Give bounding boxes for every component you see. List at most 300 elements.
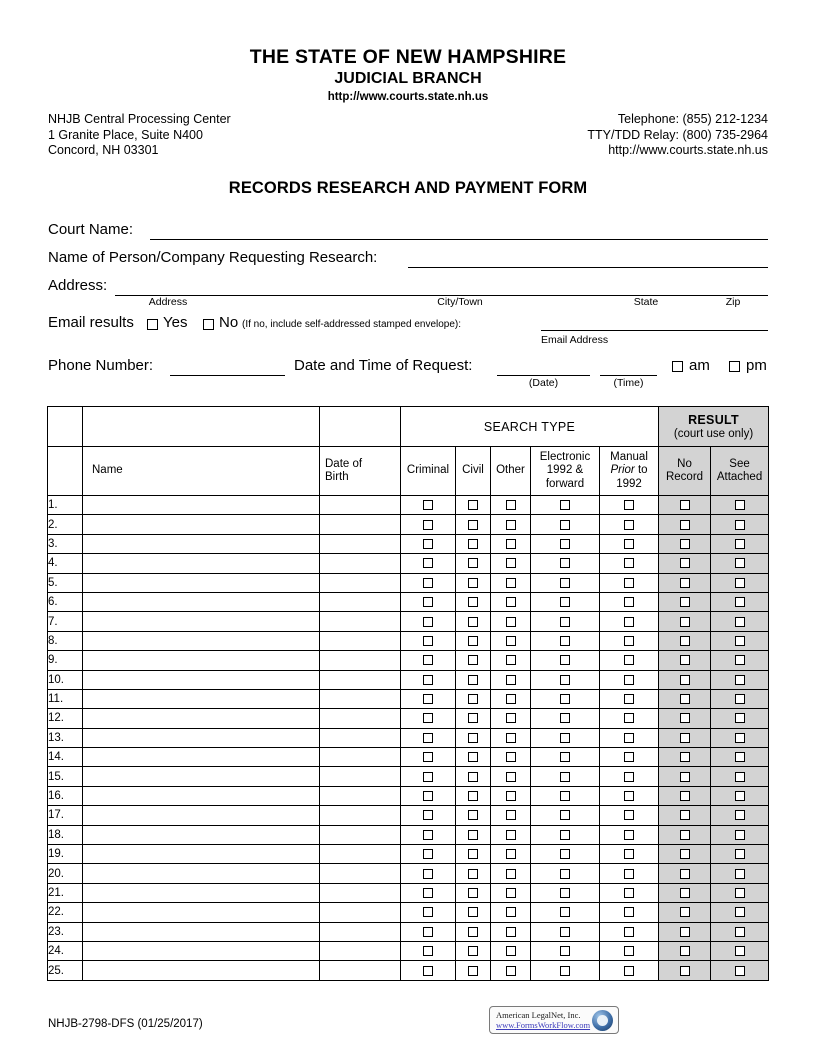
email-address-input[interactable] — [541, 330, 768, 331]
row-no-record-checkbox[interactable] — [680, 927, 690, 937]
row-criminal-cell[interactable] — [401, 592, 456, 611]
row-criminal-cell[interactable] — [401, 825, 456, 844]
row-electronic-checkbox[interactable] — [560, 733, 570, 743]
row-see-attached-cell[interactable] — [711, 515, 769, 534]
row-manual-checkbox[interactable] — [624, 675, 634, 685]
row-manual-checkbox[interactable] — [624, 810, 634, 820]
row-civil-cell[interactable] — [456, 651, 491, 670]
row-criminal-cell[interactable] — [401, 883, 456, 902]
row-other-cell[interactable] — [491, 903, 531, 922]
row-name-input[interactable] — [83, 767, 320, 786]
row-criminal-cell[interactable] — [401, 573, 456, 592]
am-checkbox[interactable] — [672, 361, 683, 372]
row-no-record-checkbox[interactable] — [680, 869, 690, 879]
row-name-input[interactable] — [83, 748, 320, 767]
row-other-checkbox[interactable] — [506, 791, 516, 801]
row-see-attached-checkbox[interactable] — [735, 966, 745, 976]
row-manual-checkbox[interactable] — [624, 966, 634, 976]
row-no-record-cell[interactable] — [659, 748, 711, 767]
row-manual-cell[interactable] — [600, 573, 659, 592]
row-no-record-cell[interactable] — [659, 961, 711, 980]
row-civil-checkbox[interactable] — [468, 539, 478, 549]
row-electronic-cell[interactable] — [531, 670, 600, 689]
row-see-attached-checkbox[interactable] — [735, 539, 745, 549]
row-name-input[interactable] — [83, 689, 320, 708]
row-other-checkbox[interactable] — [506, 966, 516, 976]
row-criminal-checkbox[interactable] — [423, 810, 433, 820]
pm-checkbox[interactable] — [729, 361, 740, 372]
row-other-checkbox[interactable] — [506, 946, 516, 956]
row-no-record-cell[interactable] — [659, 496, 711, 515]
row-civil-cell[interactable] — [456, 883, 491, 902]
requester-name-input[interactable] — [408, 267, 768, 268]
row-civil-checkbox[interactable] — [468, 888, 478, 898]
row-other-cell[interactable] — [491, 748, 531, 767]
row-name-input[interactable] — [83, 651, 320, 670]
row-electronic-checkbox[interactable] — [560, 655, 570, 665]
row-criminal-checkbox[interactable] — [423, 888, 433, 898]
row-other-cell[interactable] — [491, 941, 531, 960]
row-electronic-checkbox[interactable] — [560, 520, 570, 530]
row-no-record-cell[interactable] — [659, 689, 711, 708]
row-electronic-cell[interactable] — [531, 825, 600, 844]
row-civil-checkbox[interactable] — [468, 869, 478, 879]
row-civil-cell[interactable] — [456, 961, 491, 980]
row-civil-cell[interactable] — [456, 767, 491, 786]
row-manual-checkbox[interactable] — [624, 520, 634, 530]
date-input[interactable] — [497, 375, 590, 376]
row-see-attached-checkbox[interactable] — [735, 636, 745, 646]
row-civil-checkbox[interactable] — [468, 713, 478, 723]
row-no-record-checkbox[interactable] — [680, 966, 690, 976]
row-see-attached-cell[interactable] — [711, 670, 769, 689]
row-no-record-cell[interactable] — [659, 592, 711, 611]
row-manual-checkbox[interactable] — [624, 500, 634, 510]
row-other-cell[interactable] — [491, 573, 531, 592]
row-no-record-cell[interactable] — [659, 767, 711, 786]
row-see-attached-cell[interactable] — [711, 651, 769, 670]
row-no-record-cell[interactable] — [659, 573, 711, 592]
row-manual-checkbox[interactable] — [624, 946, 634, 956]
row-manual-checkbox[interactable] — [624, 791, 634, 801]
row-civil-checkbox[interactable] — [468, 500, 478, 510]
row-manual-cell[interactable] — [600, 592, 659, 611]
row-other-checkbox[interactable] — [506, 810, 516, 820]
row-electronic-cell[interactable] — [531, 728, 600, 747]
row-name-input[interactable] — [83, 592, 320, 611]
row-no-record-cell[interactable] — [659, 631, 711, 650]
row-manual-cell[interactable] — [600, 554, 659, 573]
row-see-attached-checkbox[interactable] — [735, 888, 745, 898]
row-other-checkbox[interactable] — [506, 558, 516, 568]
row-other-cell[interactable] — [491, 631, 531, 650]
row-see-attached-cell[interactable] — [711, 709, 769, 728]
row-see-attached-checkbox[interactable] — [735, 617, 745, 627]
row-manual-cell[interactable] — [600, 515, 659, 534]
row-name-input[interactable] — [83, 554, 320, 573]
row-see-attached-cell[interactable] — [711, 883, 769, 902]
row-other-checkbox[interactable] — [506, 636, 516, 646]
row-electronic-checkbox[interactable] — [560, 869, 570, 879]
row-see-attached-cell[interactable] — [711, 592, 769, 611]
row-manual-cell[interactable] — [600, 709, 659, 728]
row-manual-checkbox[interactable] — [624, 927, 634, 937]
row-civil-checkbox[interactable] — [468, 597, 478, 607]
row-electronic-cell[interactable] — [531, 573, 600, 592]
row-civil-cell[interactable] — [456, 825, 491, 844]
row-criminal-checkbox[interactable] — [423, 946, 433, 956]
row-name-input[interactable] — [83, 786, 320, 805]
row-civil-cell[interactable] — [456, 845, 491, 864]
row-manual-cell[interactable] — [600, 864, 659, 883]
row-electronic-cell[interactable] — [531, 554, 600, 573]
row-civil-checkbox[interactable] — [468, 558, 478, 568]
row-civil-checkbox[interactable] — [468, 849, 478, 859]
row-manual-checkbox[interactable] — [624, 907, 634, 917]
row-civil-checkbox[interactable] — [468, 675, 478, 685]
row-no-record-cell[interactable] — [659, 903, 711, 922]
row-see-attached-checkbox[interactable] — [735, 694, 745, 704]
row-other-cell[interactable] — [491, 709, 531, 728]
row-dob-input[interactable] — [320, 631, 401, 650]
row-see-attached-checkbox[interactable] — [735, 500, 745, 510]
row-electronic-checkbox[interactable] — [560, 752, 570, 762]
row-civil-checkbox[interactable] — [468, 791, 478, 801]
row-no-record-cell[interactable] — [659, 825, 711, 844]
row-see-attached-checkbox[interactable] — [735, 578, 745, 588]
row-no-record-cell[interactable] — [659, 941, 711, 960]
row-criminal-checkbox[interactable] — [423, 869, 433, 879]
row-see-attached-cell[interactable] — [711, 786, 769, 805]
row-electronic-checkbox[interactable] — [560, 500, 570, 510]
row-criminal-checkbox[interactable] — [423, 713, 433, 723]
row-manual-checkbox[interactable] — [624, 888, 634, 898]
row-other-checkbox[interactable] — [506, 849, 516, 859]
row-criminal-checkbox[interactable] — [423, 694, 433, 704]
row-name-input[interactable] — [83, 806, 320, 825]
row-criminal-checkbox[interactable] — [423, 830, 433, 840]
row-other-cell[interactable] — [491, 845, 531, 864]
row-electronic-cell[interactable] — [531, 864, 600, 883]
row-dob-input[interactable] — [320, 573, 401, 592]
row-no-record-cell[interactable] — [659, 534, 711, 553]
row-civil-cell[interactable] — [456, 748, 491, 767]
row-manual-cell[interactable] — [600, 845, 659, 864]
row-no-record-checkbox[interactable] — [680, 558, 690, 568]
row-electronic-checkbox[interactable] — [560, 539, 570, 549]
row-criminal-checkbox[interactable] — [423, 520, 433, 530]
row-dob-input[interactable] — [320, 845, 401, 864]
row-civil-cell[interactable] — [456, 631, 491, 650]
row-electronic-cell[interactable] — [531, 651, 600, 670]
row-manual-checkbox[interactable] — [624, 578, 634, 588]
row-other-cell[interactable] — [491, 651, 531, 670]
row-criminal-cell[interactable] — [401, 554, 456, 573]
row-civil-checkbox[interactable] — [468, 578, 478, 588]
row-no-record-cell[interactable] — [659, 515, 711, 534]
row-criminal-checkbox[interactable] — [423, 927, 433, 937]
row-dob-input[interactable] — [320, 651, 401, 670]
row-see-attached-cell[interactable] — [711, 941, 769, 960]
row-no-record-checkbox[interactable] — [680, 617, 690, 627]
row-dob-input[interactable] — [320, 786, 401, 805]
row-other-cell[interactable] — [491, 592, 531, 611]
row-criminal-cell[interactable] — [401, 631, 456, 650]
row-manual-checkbox[interactable] — [624, 752, 634, 762]
row-dob-input[interactable] — [320, 592, 401, 611]
row-civil-checkbox[interactable] — [468, 733, 478, 743]
row-manual-cell[interactable] — [600, 689, 659, 708]
row-other-checkbox[interactable] — [506, 869, 516, 879]
row-criminal-cell[interactable] — [401, 961, 456, 980]
row-manual-cell[interactable] — [600, 496, 659, 515]
row-other-cell[interactable] — [491, 825, 531, 844]
row-electronic-cell[interactable] — [531, 748, 600, 767]
row-manual-cell[interactable] — [600, 612, 659, 631]
row-other-cell[interactable] — [491, 670, 531, 689]
row-see-attached-cell[interactable] — [711, 806, 769, 825]
row-no-record-checkbox[interactable] — [680, 946, 690, 956]
row-manual-checkbox[interactable] — [624, 655, 634, 665]
row-see-attached-cell[interactable] — [711, 554, 769, 573]
row-manual-cell[interactable] — [600, 767, 659, 786]
row-manual-cell[interactable] — [600, 883, 659, 902]
row-criminal-checkbox[interactable] — [423, 500, 433, 510]
row-criminal-checkbox[interactable] — [423, 791, 433, 801]
row-dob-input[interactable] — [320, 903, 401, 922]
row-criminal-cell[interactable] — [401, 689, 456, 708]
row-other-checkbox[interactable] — [506, 830, 516, 840]
row-electronic-checkbox[interactable] — [560, 830, 570, 840]
row-no-record-checkbox[interactable] — [680, 791, 690, 801]
row-civil-cell[interactable] — [456, 941, 491, 960]
row-civil-checkbox[interactable] — [468, 946, 478, 956]
row-dob-input[interactable] — [320, 883, 401, 902]
row-other-checkbox[interactable] — [506, 927, 516, 937]
row-name-input[interactable] — [83, 961, 320, 980]
row-electronic-cell[interactable] — [531, 592, 600, 611]
row-manual-cell[interactable] — [600, 922, 659, 941]
row-civil-cell[interactable] — [456, 689, 491, 708]
row-name-input[interactable] — [83, 883, 320, 902]
row-see-attached-cell[interactable] — [711, 496, 769, 515]
row-civil-cell[interactable] — [456, 612, 491, 631]
row-criminal-cell[interactable] — [401, 534, 456, 553]
row-name-input[interactable] — [83, 534, 320, 553]
row-other-checkbox[interactable] — [506, 907, 516, 917]
row-manual-cell[interactable] — [600, 903, 659, 922]
row-name-input[interactable] — [83, 612, 320, 631]
row-criminal-cell[interactable] — [401, 670, 456, 689]
row-other-cell[interactable] — [491, 883, 531, 902]
row-other-cell[interactable] — [491, 534, 531, 553]
row-dob-input[interactable] — [320, 670, 401, 689]
row-dob-input[interactable] — [320, 748, 401, 767]
phone-number-input[interactable] — [170, 375, 285, 376]
row-no-record-cell[interactable] — [659, 922, 711, 941]
row-manual-checkbox[interactable] — [624, 869, 634, 879]
row-no-record-cell[interactable] — [659, 786, 711, 805]
row-name-input[interactable] — [83, 825, 320, 844]
row-civil-cell[interactable] — [456, 728, 491, 747]
row-no-record-checkbox[interactable] — [680, 539, 690, 549]
row-other-cell[interactable] — [491, 922, 531, 941]
row-manual-cell[interactable] — [600, 786, 659, 805]
row-no-record-checkbox[interactable] — [680, 907, 690, 917]
row-see-attached-cell[interactable] — [711, 961, 769, 980]
row-manual-cell[interactable] — [600, 748, 659, 767]
row-see-attached-cell[interactable] — [711, 864, 769, 883]
row-no-record-checkbox[interactable] — [680, 597, 690, 607]
row-criminal-checkbox[interactable] — [423, 733, 433, 743]
row-see-attached-checkbox[interactable] — [735, 849, 745, 859]
row-criminal-cell[interactable] — [401, 845, 456, 864]
row-see-attached-checkbox[interactable] — [735, 791, 745, 801]
row-other-cell[interactable] — [491, 806, 531, 825]
row-see-attached-cell[interactable] — [711, 689, 769, 708]
row-electronic-checkbox[interactable] — [560, 888, 570, 898]
row-electronic-checkbox[interactable] — [560, 791, 570, 801]
row-electronic-checkbox[interactable] — [560, 578, 570, 588]
row-manual-cell[interactable] — [600, 941, 659, 960]
row-civil-cell[interactable] — [456, 922, 491, 941]
row-name-input[interactable] — [83, 941, 320, 960]
row-civil-cell[interactable] — [456, 903, 491, 922]
row-no-record-checkbox[interactable] — [680, 888, 690, 898]
row-manual-checkbox[interactable] — [624, 733, 634, 743]
row-no-record-cell[interactable] — [659, 864, 711, 883]
row-criminal-checkbox[interactable] — [423, 752, 433, 762]
row-no-record-checkbox[interactable] — [680, 849, 690, 859]
row-criminal-cell[interactable] — [401, 786, 456, 805]
row-criminal-checkbox[interactable] — [423, 907, 433, 917]
row-dob-input[interactable] — [320, 961, 401, 980]
row-no-record-cell[interactable] — [659, 612, 711, 631]
row-dob-input[interactable] — [320, 728, 401, 747]
row-no-record-cell[interactable] — [659, 670, 711, 689]
row-see-attached-cell[interactable] — [711, 748, 769, 767]
row-other-cell[interactable] — [491, 689, 531, 708]
row-civil-cell[interactable] — [456, 573, 491, 592]
row-see-attached-checkbox[interactable] — [735, 733, 745, 743]
row-criminal-checkbox[interactable] — [423, 655, 433, 665]
row-no-record-checkbox[interactable] — [680, 520, 690, 530]
row-no-record-checkbox[interactable] — [680, 655, 690, 665]
row-electronic-cell[interactable] — [531, 806, 600, 825]
row-see-attached-cell[interactable] — [711, 903, 769, 922]
row-criminal-checkbox[interactable] — [423, 558, 433, 568]
row-no-record-checkbox[interactable] — [680, 636, 690, 646]
row-see-attached-checkbox[interactable] — [735, 869, 745, 879]
row-civil-cell[interactable] — [456, 709, 491, 728]
row-electronic-cell[interactable] — [531, 903, 600, 922]
row-criminal-checkbox[interactable] — [423, 675, 433, 685]
row-no-record-checkbox[interactable] — [680, 733, 690, 743]
row-manual-cell[interactable] — [600, 670, 659, 689]
row-electronic-checkbox[interactable] — [560, 597, 570, 607]
row-dob-input[interactable] — [320, 689, 401, 708]
row-see-attached-checkbox[interactable] — [735, 927, 745, 937]
row-manual-checkbox[interactable] — [624, 694, 634, 704]
row-see-attached-cell[interactable] — [711, 534, 769, 553]
row-civil-checkbox[interactable] — [468, 636, 478, 646]
row-civil-cell[interactable] — [456, 496, 491, 515]
row-dob-input[interactable] — [320, 864, 401, 883]
row-criminal-checkbox[interactable] — [423, 636, 433, 646]
time-input[interactable] — [600, 375, 657, 376]
row-civil-checkbox[interactable] — [468, 655, 478, 665]
row-name-input[interactable] — [83, 845, 320, 864]
row-criminal-checkbox[interactable] — [423, 539, 433, 549]
row-civil-cell[interactable] — [456, 592, 491, 611]
row-electronic-checkbox[interactable] — [560, 636, 570, 646]
row-civil-checkbox[interactable] — [468, 520, 478, 530]
row-see-attached-checkbox[interactable] — [735, 655, 745, 665]
row-criminal-checkbox[interactable] — [423, 772, 433, 782]
row-name-input[interactable] — [83, 864, 320, 883]
row-criminal-cell[interactable] — [401, 864, 456, 883]
row-manual-checkbox[interactable] — [624, 772, 634, 782]
row-dob-input[interactable] — [320, 941, 401, 960]
row-electronic-cell[interactable] — [531, 786, 600, 805]
row-see-attached-cell[interactable] — [711, 922, 769, 941]
row-manual-cell[interactable] — [600, 806, 659, 825]
row-no-record-checkbox[interactable] — [680, 675, 690, 685]
row-see-attached-checkbox[interactable] — [735, 752, 745, 762]
row-criminal-cell[interactable] — [401, 748, 456, 767]
row-civil-cell[interactable] — [456, 864, 491, 883]
row-manual-checkbox[interactable] — [624, 558, 634, 568]
row-manual-checkbox[interactable] — [624, 713, 634, 723]
row-dob-input[interactable] — [320, 534, 401, 553]
row-no-record-checkbox[interactable] — [680, 810, 690, 820]
row-electronic-checkbox[interactable] — [560, 946, 570, 956]
row-see-attached-checkbox[interactable] — [735, 946, 745, 956]
row-civil-checkbox[interactable] — [468, 752, 478, 762]
row-electronic-cell[interactable] — [531, 689, 600, 708]
row-see-attached-checkbox[interactable] — [735, 810, 745, 820]
row-electronic-cell[interactable] — [531, 961, 600, 980]
row-see-attached-cell[interactable] — [711, 728, 769, 747]
row-dob-input[interactable] — [320, 709, 401, 728]
row-electronic-cell[interactable] — [531, 612, 600, 631]
row-see-attached-checkbox[interactable] — [735, 713, 745, 723]
row-other-checkbox[interactable] — [506, 597, 516, 607]
row-dob-input[interactable] — [320, 825, 401, 844]
email-results-yes-checkbox[interactable] — [147, 319, 158, 330]
row-no-record-checkbox[interactable] — [680, 830, 690, 840]
row-other-checkbox[interactable] — [506, 733, 516, 743]
row-other-checkbox[interactable] — [506, 539, 516, 549]
row-electronic-cell[interactable] — [531, 709, 600, 728]
row-other-checkbox[interactable] — [506, 520, 516, 530]
row-no-record-cell[interactable] — [659, 728, 711, 747]
row-electronic-cell[interactable] — [531, 883, 600, 902]
row-manual-cell[interactable] — [600, 825, 659, 844]
row-other-checkbox[interactable] — [506, 617, 516, 627]
row-criminal-checkbox[interactable] — [423, 849, 433, 859]
row-no-record-cell[interactable] — [659, 845, 711, 864]
row-electronic-cell[interactable] — [531, 631, 600, 650]
row-civil-cell[interactable] — [456, 534, 491, 553]
row-manual-cell[interactable] — [600, 631, 659, 650]
row-manual-checkbox[interactable] — [624, 539, 634, 549]
row-dob-input[interactable] — [320, 554, 401, 573]
row-other-checkbox[interactable] — [506, 713, 516, 723]
row-criminal-checkbox[interactable] — [423, 578, 433, 588]
row-see-attached-cell[interactable] — [711, 825, 769, 844]
row-other-cell[interactable] — [491, 496, 531, 515]
